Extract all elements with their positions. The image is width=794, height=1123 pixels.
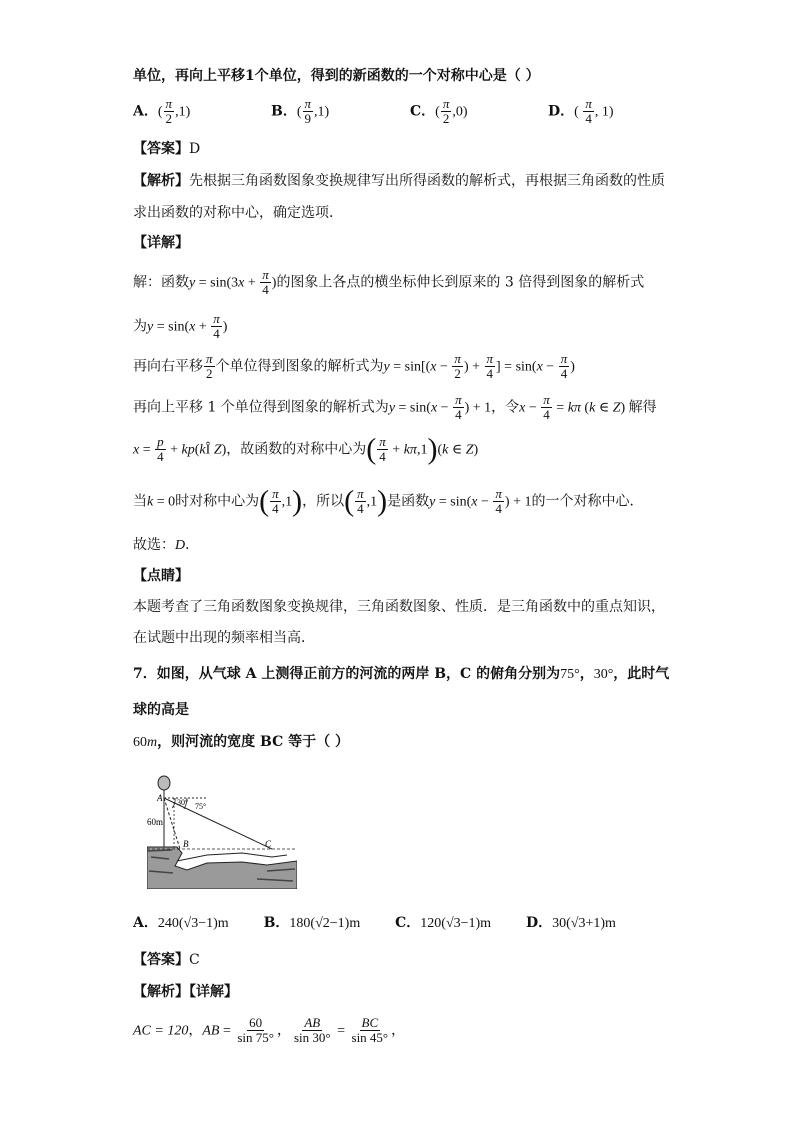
- balloon-icon: [158, 776, 170, 790]
- q6-point-line-2: 在试题中出现的频率相当高．: [133, 630, 315, 646]
- q7-option-a[interactable]: A．240(√3−1)m: [133, 915, 229, 931]
- q6-stem: 单位，再向上平移1个单位，得到的新函数的一个对称中心是（ ）: [133, 68, 540, 84]
- q6-answer: 【答案】D: [133, 141, 201, 157]
- q7-analysis-heading: 【解析】【详解】: [133, 984, 238, 1000]
- q6-detail-line-1: 解：函数y = sin(3x + $\frac{\pi}{4}$ )的图象上各点的横坐标伸长到原来的 3 倍得到图象的解析式: [133, 267, 645, 297]
- label-angle-75: 75°: [195, 802, 207, 811]
- q7-options: [133, 913, 616, 934]
- q7-stem-line-3: 60m，则河流的宽度 BC 等于（ ）: [133, 734, 349, 750]
- q6-point-line-1: 本题考查了三角函数图象变换规律，三角函数图象、性质．是三角函数中的重点知识，: [133, 599, 665, 615]
- q7-answer: 【答案】C: [133, 952, 200, 968]
- q6-analysis-line-2: 求出函数的对称中心，确定选项．: [133, 205, 343, 221]
- q6-point-heading: 【点睛】: [133, 568, 189, 584]
- q6-option-d[interactable]: D．( $\frac{\pi}{4}$ , 1): [548, 96, 614, 126]
- label-angle-30: 30°: [177, 798, 189, 807]
- q6-analysis-line-1: 【解析】先根据三角函数图象变换规律写出所得函数的解析式，再根据三角函数的性质: [133, 173, 665, 189]
- q6-option-b[interactable]: B．( $\frac{\pi}{9}$ ,1): [271, 96, 330, 126]
- label-c: C: [265, 839, 272, 849]
- q7-formula-line: AC = 120，AB = $\frac{60}{\sin 75^\circ}$ ， $\frac{AB}{\sin 30^\circ}$ = $\frac{BC}{\sin 45^\circ}$ ，: [133, 1015, 406, 1045]
- label-b: B: [183, 839, 189, 849]
- q7-option-c[interactable]: C．120(√3−1)m: [395, 915, 492, 931]
- q6-detail-line-2: 为y = sin(x + $\frac{\pi}{4}$ ): [133, 311, 228, 341]
- label-height: 60m: [147, 817, 164, 827]
- q6-choose: 故选：D．: [133, 537, 200, 553]
- q7-stem-line-2: 球的高是: [133, 702, 189, 718]
- q6-detail-line-3: 再向右平移 $\frac{\pi}{2}$ 个单位得到图象的解析式为y = sin[(x − $\frac{\pi}{2}$ ) + $\frac{\pi}{4}$ ] = sin(x − $\frac{\pi}{4}$ ): [133, 351, 575, 381]
- q6-detail-line-5: x = $\frac{p}{4}$ + kp(kÎ Z)，故函数的对称中心为( $\frac{\pi}{4}$ + kπ,1)(k ∈ Z): [133, 432, 479, 466]
- q7-option-b[interactable]: B．180(√2−1)m: [263, 915, 361, 931]
- q6-option-a[interactable]: A．( $\frac{\pi}{2}$ ,1): [133, 96, 191, 126]
- q6-detail-heading: 【详解】: [133, 235, 189, 251]
- label-a: A: [157, 793, 163, 803]
- q6-detail-line-4: 再向上平移 1 个单位得到图象的解析式为y = sin(x − $\frac{\pi}{4}$ ) + 1，令x − $\frac{\pi}{4}$ = kπ (k ∈ Z) 解得: [133, 392, 657, 422]
- q7-stem-line-1: 7．如图，从气球 A 上测得正前方的河流的两岸 B，C 的俯角分别为75°，30°，此时气: [133, 666, 670, 682]
- balloon-river-figure: [147, 771, 297, 889]
- q6-option-c[interactable]: C．( $\frac{\pi}{2}$ ,0): [410, 96, 468, 126]
- q7-option-d[interactable]: D．30(√3+1)m: [525, 915, 616, 931]
- q6-detail-line-6: 当k = 0时对称中心为( $\frac{\pi}{4}$ ,1)，所以( $\frac{\pi}{4}$ ,1)是函数y = sin(x − $\frac{\pi}{4}$ ) + 1的一个对称中心．: [133, 484, 644, 518]
